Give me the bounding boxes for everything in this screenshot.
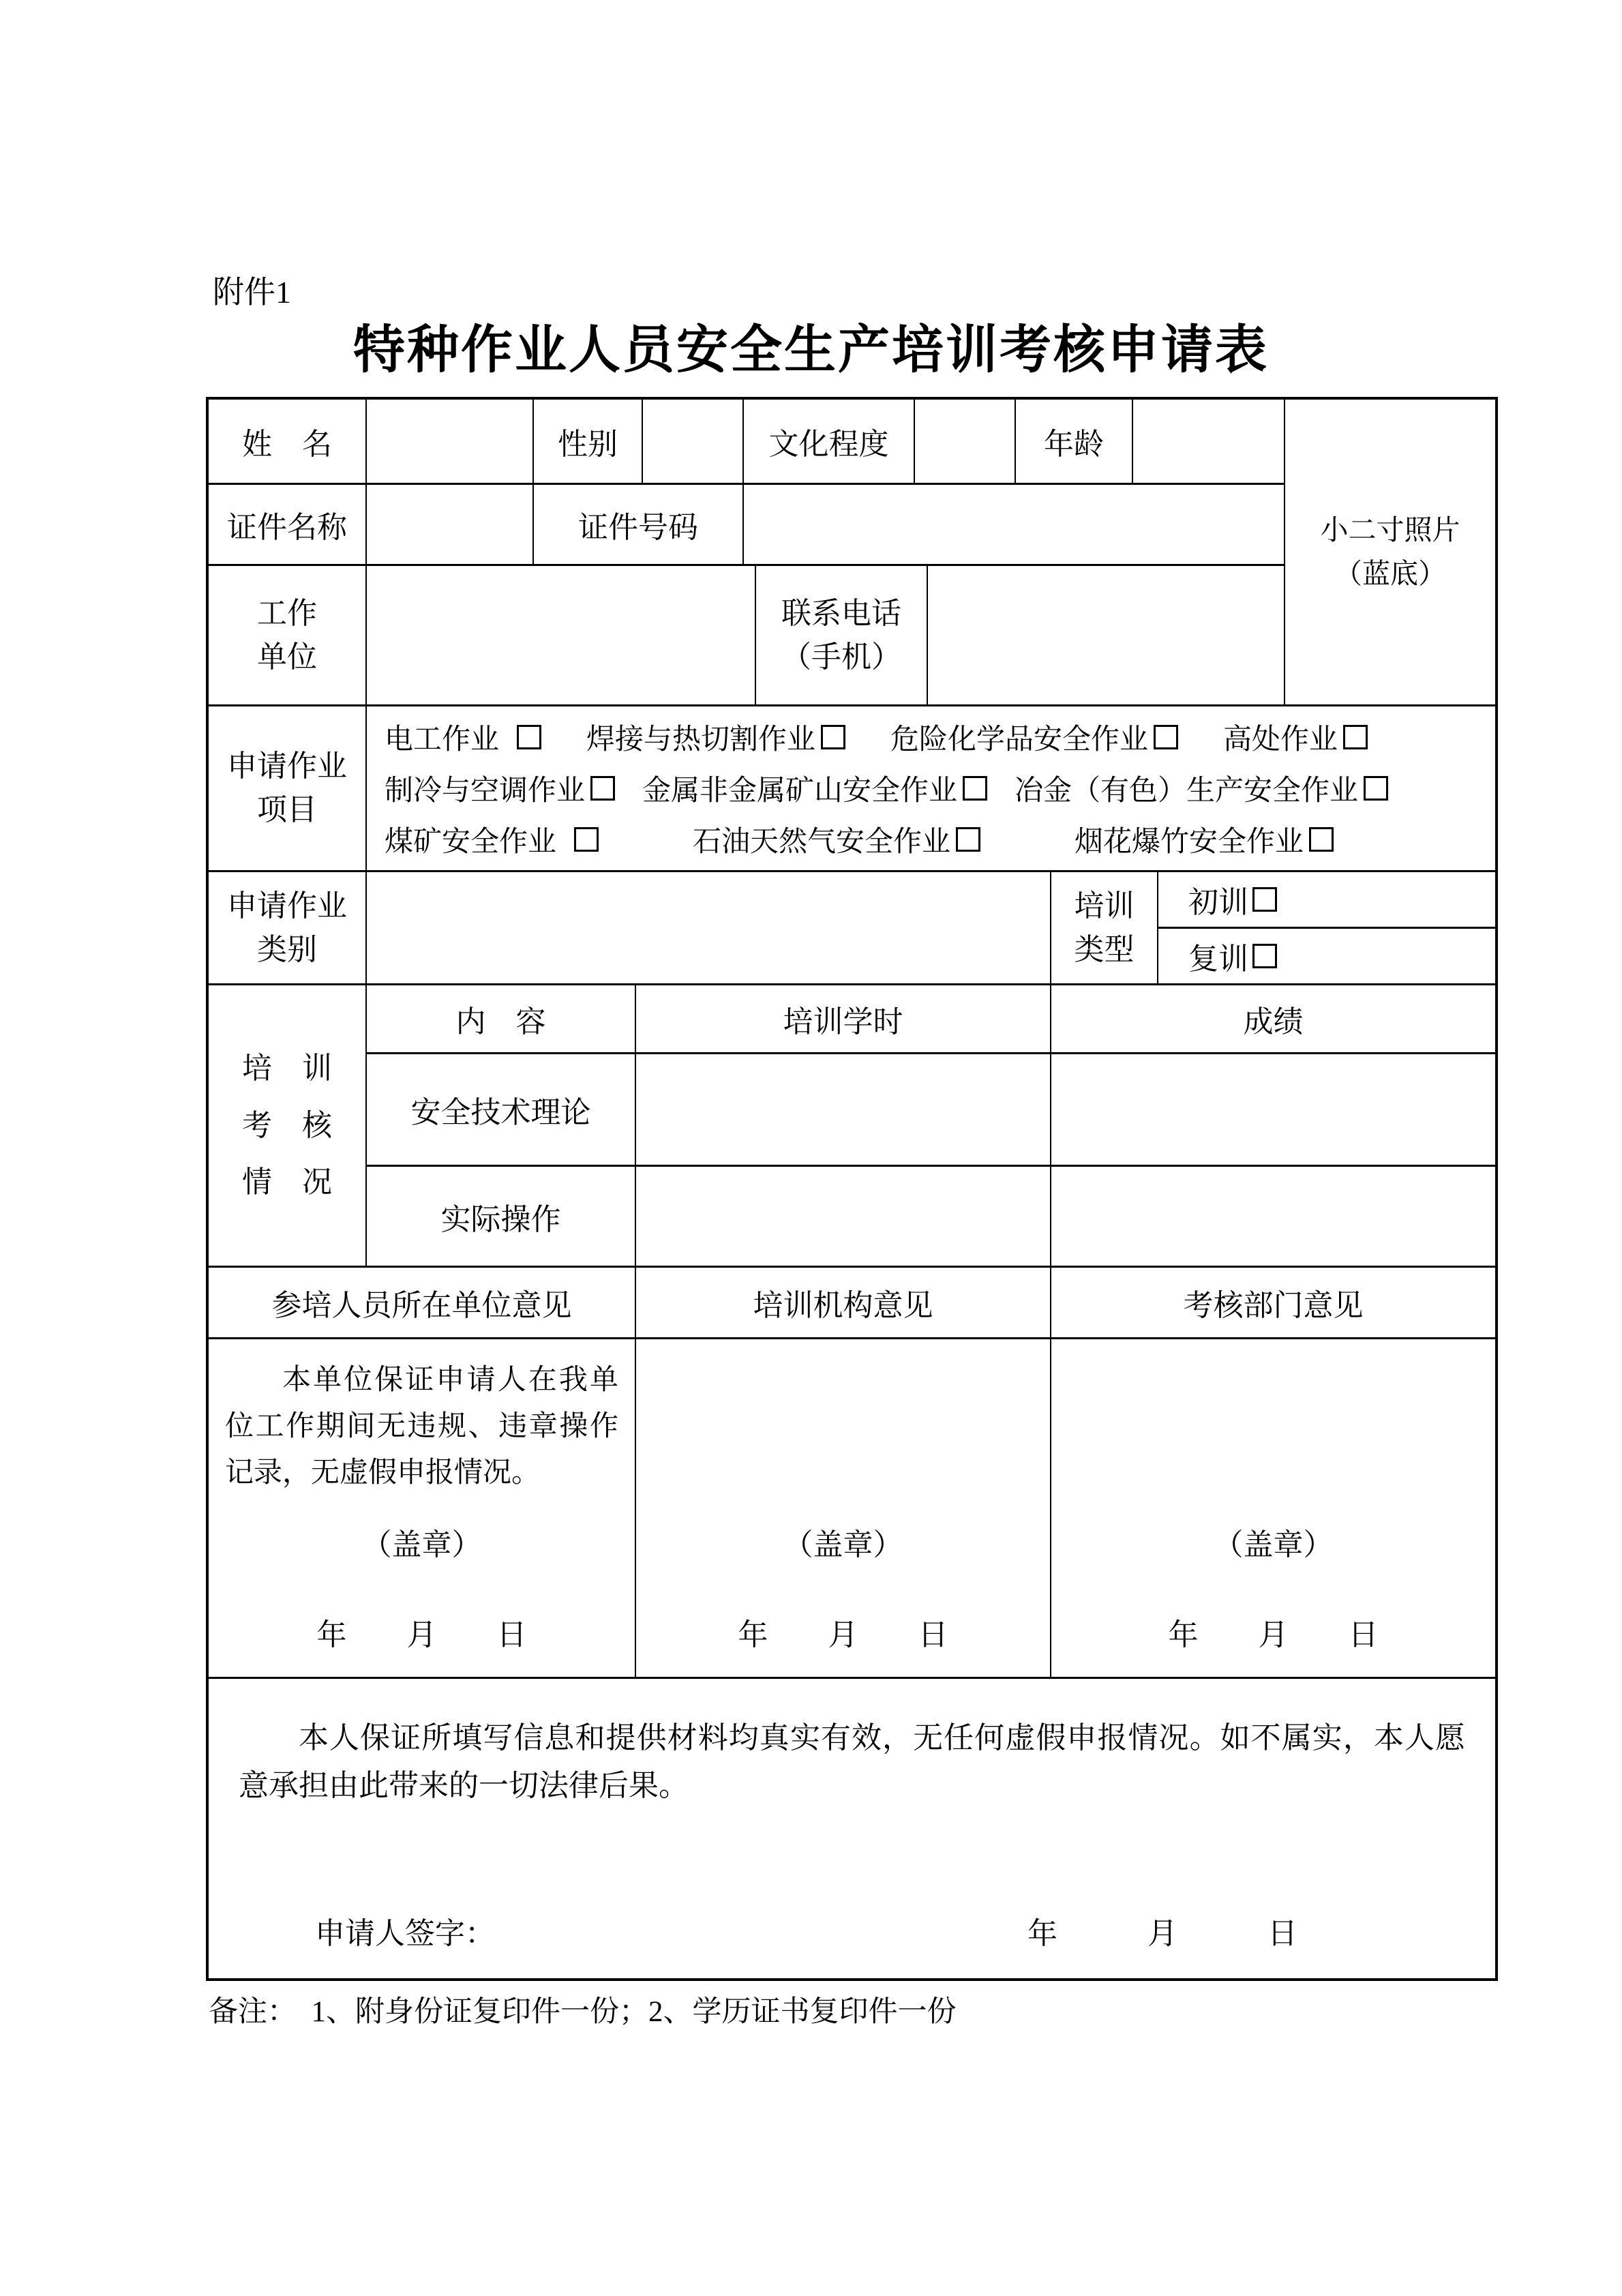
- photo-label-line1: 小二寸照片: [1320, 513, 1460, 546]
- checkbox-petroleum-gas[interactable]: [956, 827, 980, 852]
- checkbox-mining[interactable]: [963, 776, 987, 801]
- dept-opinion-header: 考核部门意见: [1183, 1289, 1364, 1322]
- checkbox-item-work-at-height: [1223, 717, 1368, 758]
- checkbox-refrigeration[interactable]: [590, 776, 615, 801]
- checkbox-label: 石油天然气安全作业: [693, 826, 951, 858]
- cert-number-input-cell[interactable]: [744, 485, 1284, 564]
- apply-category-row: [209, 872, 1495, 985]
- assessment-header-row: [367, 985, 1495, 1054]
- unit-guarantee-statement: 本单位保证申请人在我单位工作期间无违规、违章操作记录，无虚假申报情况。: [225, 1365, 618, 1489]
- age-input-cell[interactable]: [1133, 400, 1284, 483]
- photo-label-line2: （蓝底）: [1334, 557, 1446, 589]
- photo-placeholder-cell[interactable]: [1285, 400, 1495, 704]
- apply-items-row: [209, 706, 1495, 872]
- hours-column-header: 培训学时: [636, 985, 1051, 1052]
- dept-opinion-cell[interactable]: [1051, 1339, 1495, 1677]
- form-title: 特种作业人员安全生产培训考核申请表: [353, 321, 1269, 379]
- score-column-header: 成绩: [1243, 1005, 1304, 1039]
- name-input-cell[interactable]: [367, 400, 534, 483]
- education-label: 文化程度: [744, 400, 915, 483]
- applicant-signature-label: 申请人签字：: [315, 1917, 495, 1950]
- opinions-body-row: [209, 1339, 1495, 1679]
- training-assessment-band: [209, 985, 1495, 1268]
- checkbox-label: 冶金（有色）生产安全作业: [1015, 775, 1359, 807]
- initial-training-option: [1158, 872, 1495, 929]
- checkbox-retraining[interactable]: [1252, 944, 1277, 968]
- org-opinion-cell[interactable]: [636, 1339, 1051, 1677]
- attachment-label: 附件1: [213, 275, 291, 310]
- education-input-cell[interactable]: [915, 400, 1016, 483]
- opinions-header-row: [209, 1268, 1495, 1339]
- apply-items-label: 申请作业 项目: [209, 706, 367, 870]
- checkbox-label: 煤矿安全作业: [385, 826, 557, 858]
- work-unit-input-cell[interactable]: [367, 566, 756, 704]
- theory-row: [367, 1054, 1495, 1167]
- application-form-table: [206, 397, 1498, 1981]
- checkbox-coal-mine[interactable]: [574, 827, 599, 852]
- unit-date-line: 年 月 日: [316, 1618, 527, 1652]
- cert-number-label: 证件号码: [534, 485, 744, 564]
- checkbox-label: 高处作业: [1223, 724, 1338, 756]
- practice-row: [367, 1167, 1495, 1266]
- apply-items-options: [367, 706, 1495, 870]
- theory-row-label: 安全技术理论: [367, 1054, 636, 1165]
- checkbox-label: 焊接与热切割作业: [586, 724, 816, 756]
- declaration-text: 本人保证所填写信息和提供材料均真实有效，无任何虚假申报情况。如不属实，本人愿意承担由此带来的一切法律后果。: [239, 1721, 1465, 1803]
- gender-label: 性别: [534, 400, 643, 483]
- name-label: 姓 名: [209, 400, 367, 483]
- checkbox-item-refrigeration: [385, 768, 615, 809]
- checkbox-label: 烟花爆竹安全作业: [1075, 826, 1304, 858]
- signature-date-line: 年 月 日: [1027, 1917, 1297, 1950]
- checkbox-label: 制冷与空调作业: [385, 775, 586, 807]
- phone-label: 联系电话 （手机）: [756, 566, 928, 704]
- footer-note: 备注： 1、附身份证复印件一份；2、学历证书复印件一份: [209, 1996, 957, 2028]
- org-opinion-header: 培训机构意见: [636, 1268, 1051, 1337]
- checkbox-work-at-height[interactable]: [1343, 725, 1368, 749]
- dept-date-line: 年 月 日: [1168, 1618, 1379, 1652]
- cert-name-label: 证件名称: [209, 485, 367, 564]
- declaration-cell: [209, 1679, 1495, 1978]
- dept-seal-label: （盖章）: [1213, 1528, 1334, 1562]
- phone-input-cell[interactable]: [928, 566, 1284, 704]
- checkbox-initial-training[interactable]: [1252, 887, 1277, 912]
- org-date-line: 年 月 日: [738, 1618, 948, 1652]
- certificate-row: [209, 485, 1284, 566]
- checkbox-fireworks[interactable]: [1309, 827, 1334, 852]
- unit-opinion-cell[interactable]: [209, 1339, 636, 1677]
- name-row: [209, 400, 1284, 485]
- checkbox-hazardous-chemicals[interactable]: [1154, 725, 1178, 749]
- checkbox-welding[interactable]: [821, 725, 845, 749]
- checkbox-label: 电工作业: [385, 724, 500, 756]
- checkbox-item-coal-mine: [385, 819, 599, 860]
- theory-score-cell[interactable]: [1051, 1054, 1495, 1165]
- cert-name-input-cell[interactable]: [367, 485, 534, 564]
- work-unit-label: 工作 单位: [209, 566, 367, 704]
- theory-hours-cell[interactable]: [636, 1054, 1051, 1165]
- checkbox-item-welding: [586, 717, 845, 758]
- checkbox-item-fireworks: [1075, 819, 1334, 860]
- retraining-label: 复训: [1188, 942, 1248, 976]
- training-assessment-label: 培 训 考 核 情 况: [209, 985, 367, 1266]
- checkbox-item-mining: [642, 768, 987, 809]
- basic-info-band: [209, 400, 1495, 706]
- checkbox-metallurgy[interactable]: [1364, 776, 1388, 801]
- age-label: 年龄: [1016, 400, 1133, 483]
- work-unit-row: [209, 566, 1284, 704]
- unit-seal-label: （盖章）: [361, 1528, 482, 1562]
- checkbox-item-metallurgy: [1015, 768, 1388, 809]
- retraining-option: [1158, 929, 1495, 983]
- checkbox-item-petroleum-gas: [693, 819, 980, 860]
- practice-row-label: 实际操作: [367, 1167, 636, 1266]
- initial-training-label: 初训: [1188, 886, 1248, 919]
- apply-category-input-cell[interactable]: [367, 872, 1051, 983]
- practice-score-cell[interactable]: [1051, 1167, 1495, 1266]
- training-type-label: 培训 类型: [1051, 872, 1158, 983]
- checkbox-label: 危险化学品安全作业: [890, 724, 1149, 756]
- unit-opinion-header: 参培人员所在单位意见: [209, 1268, 636, 1337]
- apply-category-label: 申请作业 类别: [209, 872, 367, 983]
- practice-hours-cell[interactable]: [636, 1167, 1051, 1266]
- content-column-header: 内 容: [367, 985, 636, 1052]
- checkbox-item-hazardous-chemicals: [890, 717, 1178, 758]
- checkbox-electrician[interactable]: [517, 725, 541, 749]
- org-seal-label: （盖章）: [783, 1528, 903, 1562]
- gender-input-cell[interactable]: [643, 400, 744, 483]
- checkbox-item-electrician: [385, 717, 541, 758]
- checkbox-label: 金属非金属矿山安全作业: [642, 775, 958, 807]
